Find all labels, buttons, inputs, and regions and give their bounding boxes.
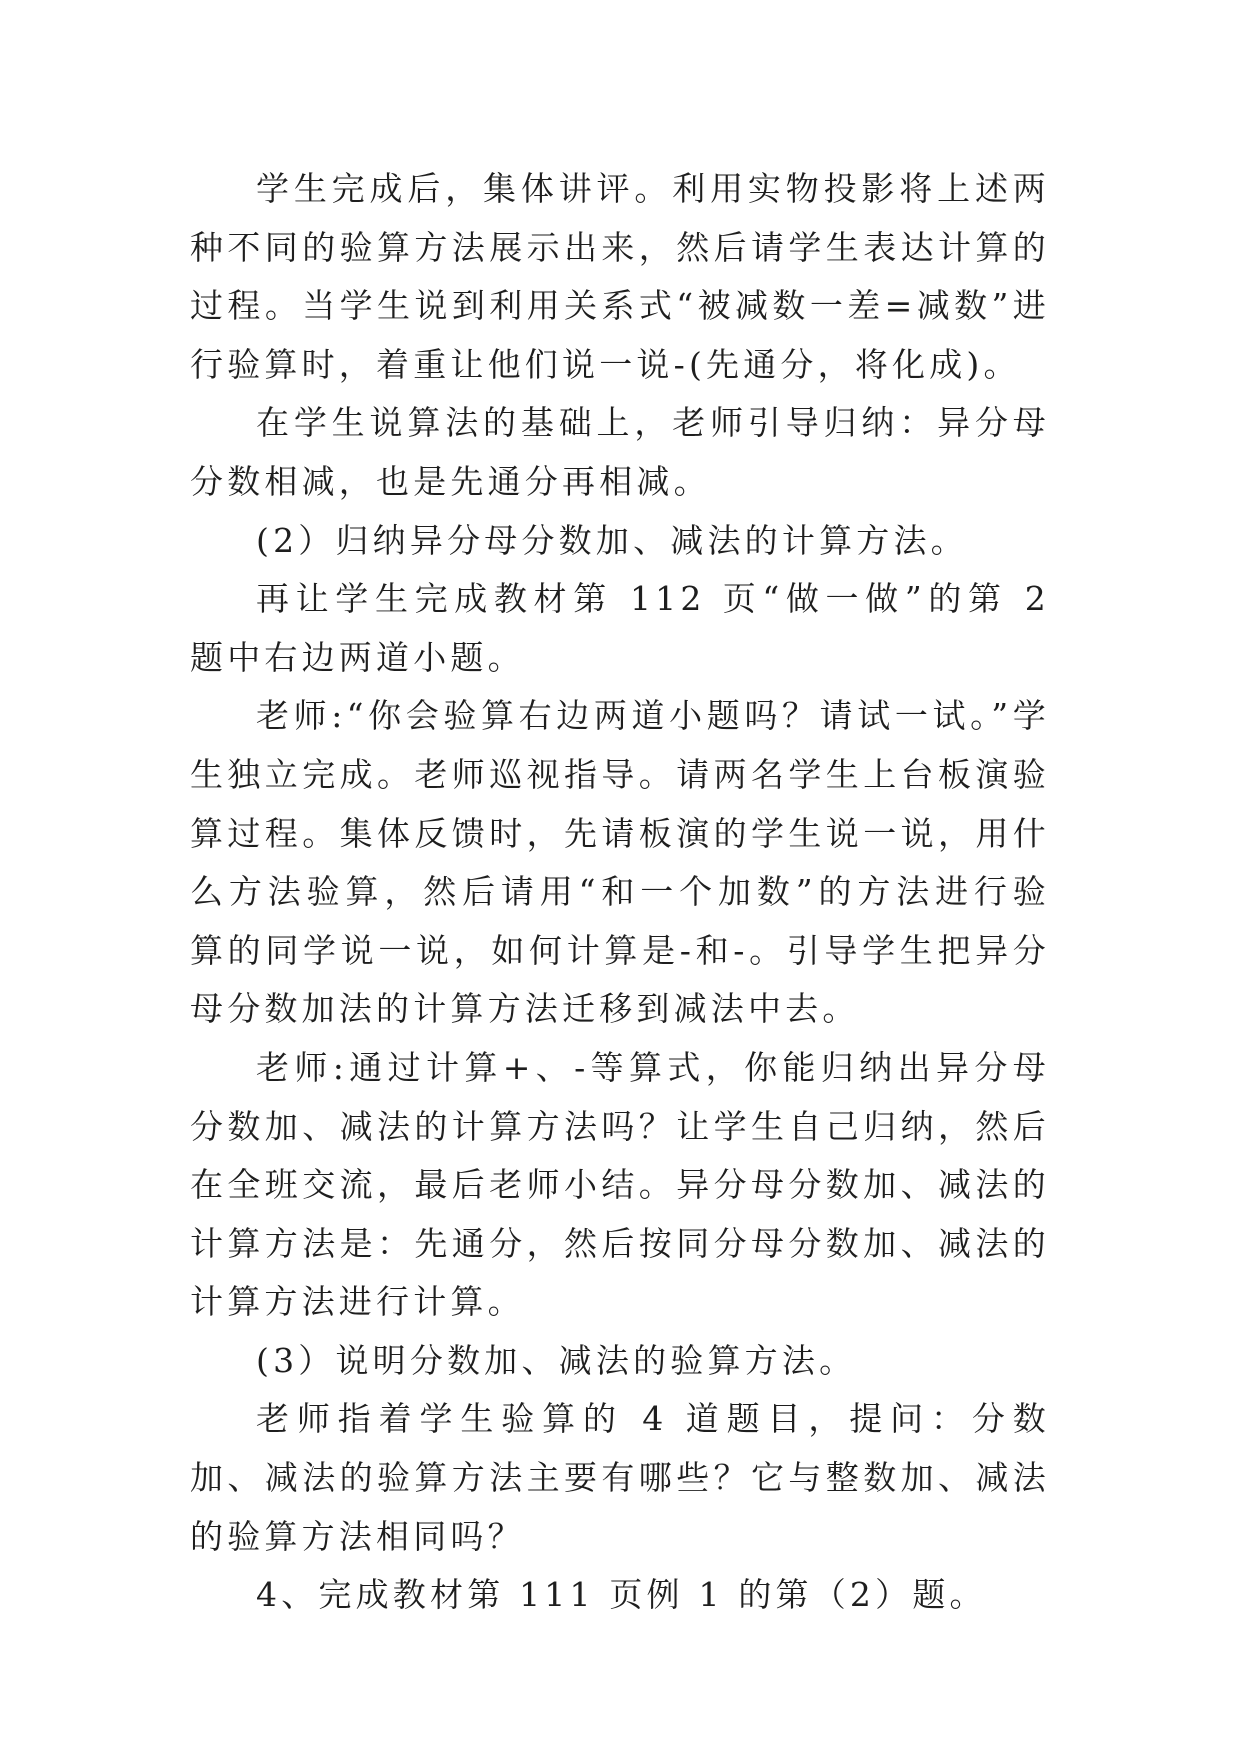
paragraph-1: 学生完成后，集体讲评。利用实物投影将上述两种不同的验算方法展示出来，然后请学生表达计算的过程。当学生说到利用关系式“被减数一差=减数”进行验算时，着重让他们说一说-(先通分，将化成)。 (190, 169, 1050, 384)
paragraph-5: 老师:“你会验算右边两道小题吗？请试一试。”学生独立完成。老师巡视指导。请两名学生上台板演验算过程。集体反馈时，先请板演的学生说一说，用什么方法验算，然后请用“和一个加数”的方法进行验算的同学说一说，如何计算是-和-。引导学生把异分母分数加法的计算方法迁移到减法中去。 (190, 696, 1050, 1029)
paragraph-4: 再让学生完成教材第 112 页“做一做”的第 2 题中右边两道小题。 (190, 579, 1050, 677)
paragraph-6: 老师:通过计算+、-等算式，你能归纳出异分母分数加、减法的计算方法吗？让学生自己归纳，然后在全班交流，最后老师小结。异分母分数加、减法的计算方法是：先通分，然后按同分母分数加、减法的计算方法进行计算。 (190, 1047, 1050, 1322)
paragraph-7: (3）说明分数加、减法的验算方法。 (256, 1340, 857, 1380)
paragraph-9: 4、完成教材第 111 页例 1 的第（2）题。 (256, 1575, 987, 1615)
paragraph-2: 在学生说算法的基础上，老师引导归纳：异分母分数相减，也是先通分再相减。 (190, 403, 1050, 501)
paragraph-3: (2）归纳异分母分数加、减法的计算方法。 (256, 520, 968, 560)
paragraph-8: 老师指着学生验算的 4 道题目，提问：分数加、减法的验算方法主要有哪些？它与整数加、减法的验算方法相同吗？ (190, 1399, 1050, 1556)
document-body (190, 160, 1050, 1625)
